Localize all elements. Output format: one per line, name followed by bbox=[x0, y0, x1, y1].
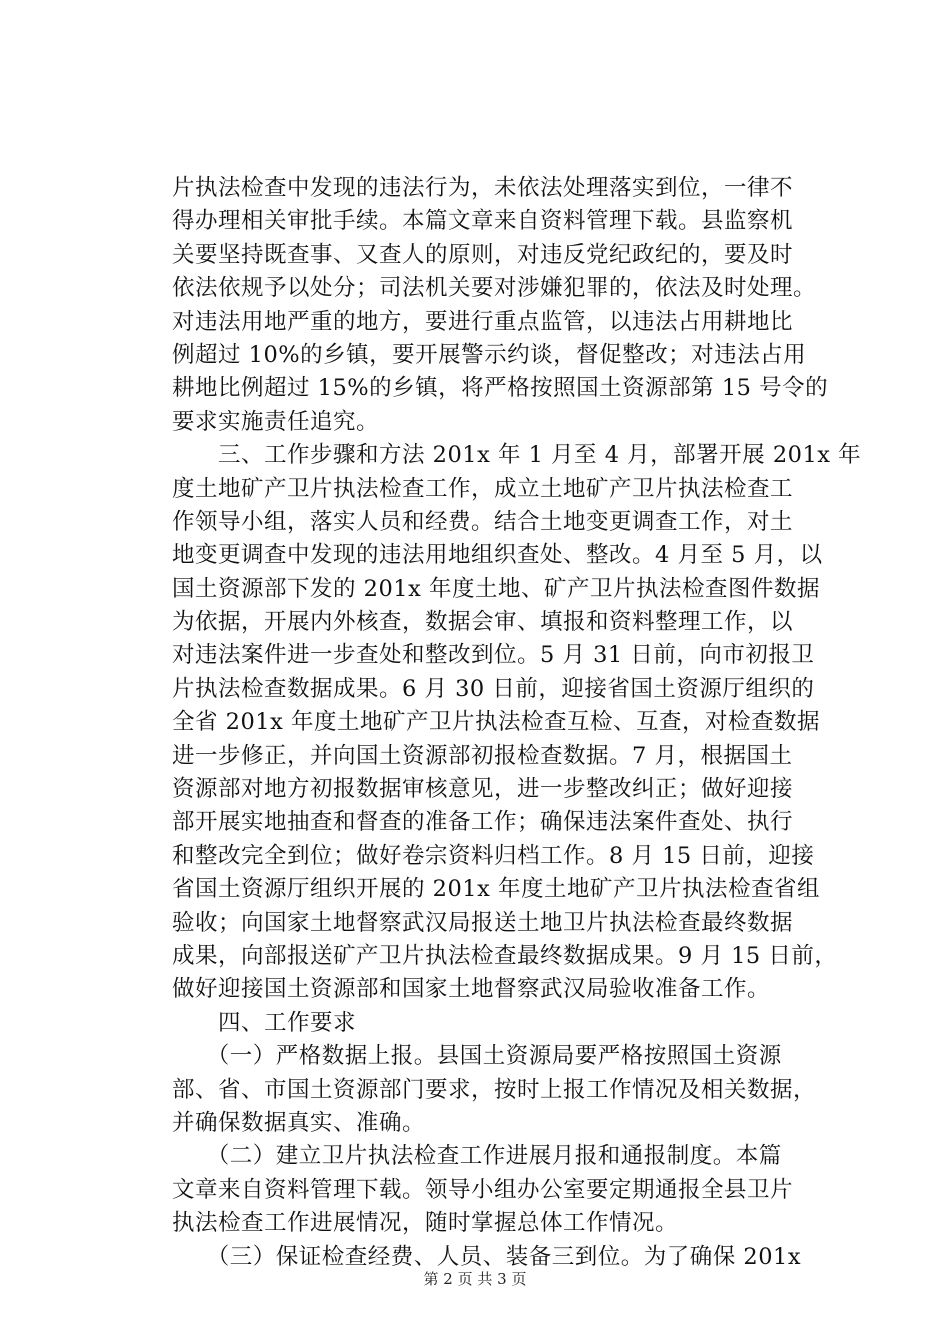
text-line: 资源部对地方初报数据审核意见，进一步整改纠正；做好迎接 bbox=[172, 776, 794, 803]
text-line: 度土地矿产卫片执法检查工作，成立土地矿产卫片执法检查工 bbox=[172, 475, 794, 502]
text-line: 对违法案件进一步查处和整改到位。5 月 31 日前，向市初报卫 bbox=[172, 642, 815, 669]
text-line: 对违法用地严重的地方，要进行重点监管，以违法占用耕地比 bbox=[172, 308, 794, 335]
text-line: 部、省、市国土资源部门要求，按时上报工作情况及相关数据， bbox=[172, 1076, 817, 1103]
body-text bbox=[172, 172, 862, 1274]
text-line: 国土资源部下发的 201x 年度土地、矿产卫片执法检查图件数据 bbox=[172, 575, 820, 602]
section-heading: 四、工作要求 bbox=[172, 1009, 357, 1036]
text-line: 为依据，开展内外核查，数据会审、填报和资料整理工作，以 bbox=[172, 609, 794, 636]
text-line: 全省 201x 年度土地矿产卫片执法检查互检、互查，对检查数据 bbox=[172, 709, 820, 736]
text-line: 验收；向国家土地督察武汉局报送土地卫片执法检查最终数据 bbox=[172, 909, 794, 936]
text-line: 和整改完全到位；做好卷宗资料归档工作。8 月 15 日前，迎接 bbox=[172, 842, 815, 869]
text-line: 进一步修正，并向国土资源部初报检查数据。7 月，根据国土 bbox=[172, 742, 793, 769]
text-line: 片执法检查中发现的违法行为，未依法处理落实到位，一律不 bbox=[172, 175, 794, 201]
text-line: 地变更调查中发现的违法用地组织查处、整改。4 月至 5 月，以 bbox=[172, 542, 823, 569]
text-line: 例超过 10%的乡镇，要开展警示约谈，督促整改；对违法占用 bbox=[172, 341, 807, 368]
page-number: 第 2 页 共 3 页 bbox=[423, 1270, 527, 1288]
text-line: （二）建立卫片执法检查工作进展月报和通报制度。本篇 bbox=[172, 1143, 782, 1170]
text-line: 关要坚持既查事、又查人的原则，对违反党纪政纪的，要及时 bbox=[172, 241, 794, 268]
text-line: 做好迎接国土资源部和国家土地督察武汉局验收准备工作。 bbox=[172, 976, 771, 1003]
text-line: 依法依规予以处分；司法机关要对涉嫌犯罪的，依法及时处理。 bbox=[172, 275, 817, 302]
text-line: 执法检查工作进展情况，随时掌握总体工作情况。 bbox=[172, 1210, 679, 1237]
text-line: 成果，向部报送矿产卫片执法检查最终数据成果。9 月 15 日前， bbox=[172, 942, 838, 969]
text-line: 并确保数据真实、准确。 bbox=[172, 1109, 426, 1136]
text-line: 省国土资源厅组织开展的 201x 年度土地矿产卫片执法检查省组 bbox=[172, 876, 820, 903]
text-line: （三）保证检查经费、人员、装备三到位。为了确保 201x bbox=[172, 1243, 802, 1270]
text-line: 耕地比例超过 15%的乡镇，将严格按照国土资源部第 15 号令的 bbox=[172, 375, 829, 402]
text-line: 片执法检查数据成果。6 月 30 日前，迎接省国土资源厅组织的 bbox=[172, 675, 815, 702]
text-line: 作领导小组，落实人员和经费。结合土地变更调查工作，对土 bbox=[172, 508, 794, 535]
text-line: 得办理相关审批手续。本篇文章来自资料管理下载。县监察机 bbox=[172, 208, 794, 235]
text-line: （一）严格数据上报。县国土资源局要严格按照国土资源 bbox=[172, 1043, 782, 1070]
page-footer bbox=[0, 1268, 950, 1289]
text-line: 三、工作步骤和方法 201x 年 1 月至 4 月，部署开展 201x 年 bbox=[172, 442, 862, 469]
text-line: 部开展实地抽查和督查的准备工作；确保违法案件查处、执行 bbox=[172, 809, 794, 836]
text-line: 文章来自资料管理下载。领导小组办公室要定期通报全县卫片 bbox=[172, 1176, 794, 1203]
text-line: 要求实施责任追究。 bbox=[172, 408, 380, 435]
